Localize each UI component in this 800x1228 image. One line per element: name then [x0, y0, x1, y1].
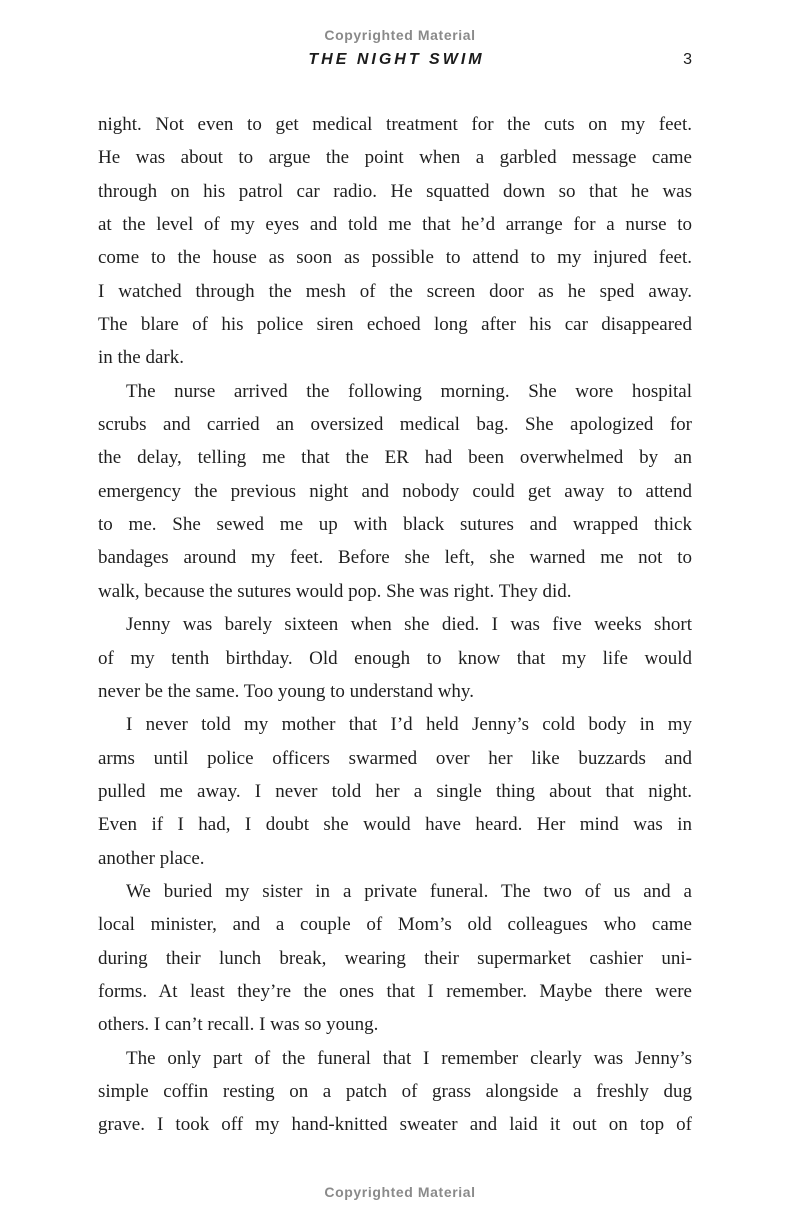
text-line: The nurse arrived the following morning. She wore hospital — [126, 380, 692, 402]
text-line: Jenny was barely sixteen when she died. I was five weeks short — [126, 614, 692, 636]
text-line: through on his patrol car radio. He squatted down so that he was — [98, 180, 692, 202]
text-line: I never told my mother that I’d held Jenny’s cold body in my — [126, 714, 692, 736]
text-line: emergency the previous night and nobody could get away to attend — [98, 480, 692, 502]
text-line: another place. — [98, 847, 205, 869]
text-line: in the dark. — [98, 347, 185, 369]
text-line: pulled me away. I never told her a single thing about that night. — [98, 780, 692, 802]
text-line: Even if I had, I doubt she would have heard. Her mind was in — [98, 814, 692, 836]
book-title: THE NIGHT SWIM — [308, 51, 485, 68]
text-line: grave. I took off my hand-knitted sweater and laid it out on top of — [98, 1114, 692, 1136]
text-line: simple coffin resting on a patch of grass alongside a freshly dug — [98, 1080, 692, 1102]
text-line: We buried my sister in a private funeral. The two of us and a — [126, 880, 692, 902]
text-line: I watched through the mesh of the screen door as he sped away. — [98, 280, 692, 302]
copyright-notice-bottom: Copyrighted Material — [324, 1184, 476, 1200]
text-line: arms until police officers swarmed over her like buzzards and — [98, 747, 692, 769]
text-line: walk, because the sutures would pop. She was right. They did. — [98, 580, 572, 602]
text-line: night. Not even to get medical treatment for the cuts on my feet. — [98, 114, 692, 135]
text-line: The only part of the funeral that I remember clearly was Jenny’s — [126, 1047, 692, 1069]
copyright-notice-top: Copyrighted Material — [324, 27, 476, 43]
text-line: of my tenth birthday. Old enough to know that my life would — [98, 647, 692, 669]
running-head — [98, 51, 692, 73]
text-line: forms. At least they’re the ones that I remember. Maybe there were — [98, 980, 692, 1002]
text-line: bandages around my feet. Before she left, she warned me not to — [98, 547, 692, 569]
text-line: He was about to argue the point when a garbled message came — [98, 147, 692, 169]
text-line: never be the same. Too young to understand why. — [98, 680, 474, 702]
text-line: come to the house as soon as possible to attend to my injured feet. — [98, 247, 692, 269]
text-line: to me. She sewed me up with black sutures and wrapped thick — [98, 514, 692, 536]
text-line: The blare of his police siren echoed long after his car disappeared — [98, 314, 692, 336]
text-line: during their lunch break, wearing their supermarket cashier uni- — [98, 947, 692, 969]
text-line: local minister, and a couple of Mom’s old colleagues who came — [98, 914, 692, 936]
text-line: others. I can’t recall. I was so young. — [98, 1014, 379, 1036]
page-body — [98, 108, 692, 1142]
page-number: 3 — [683, 51, 692, 68]
text-line: at the level of my eyes and told me that he’d arrange for a nurse to — [98, 214, 692, 236]
text-line: scrubs and carried an oversized medical bag. She apologized for — [98, 414, 692, 436]
text-line: the delay, telling me that the ER had been overwhelmed by an — [98, 447, 692, 469]
